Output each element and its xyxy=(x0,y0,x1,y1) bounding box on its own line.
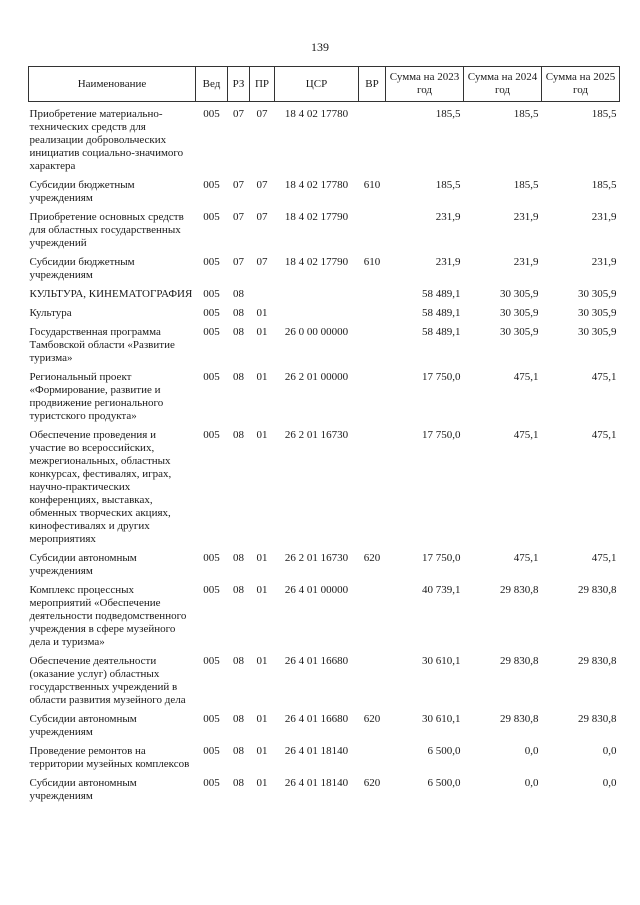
header-sum-2023: Сумма на 2023 год xyxy=(386,67,464,102)
cell-sum-2023: 17 750,0 xyxy=(422,429,461,441)
cell-name: Обеспечение деятельности (оказание услуг) областных государственных учреждений в области развития музейного дела xyxy=(29,655,186,706)
cell-sum-2024: 0,0 xyxy=(524,745,539,757)
cell-sum-2024: 475,1 xyxy=(513,429,539,441)
cell-vr xyxy=(359,578,386,649)
table-row xyxy=(29,250,620,282)
table-row xyxy=(29,365,620,423)
table-header xyxy=(29,67,620,102)
cell-rz: 07 xyxy=(233,211,244,223)
cell-vr xyxy=(359,282,386,301)
cell-ved: 005 xyxy=(203,307,220,319)
header-sum-2025: Сумма на 2025 год xyxy=(542,67,620,102)
cell-csr: 26 4 01 18140 xyxy=(284,777,349,789)
cell-pr: 01 xyxy=(256,552,268,564)
cell-sum-2024: 185,5 xyxy=(513,179,539,191)
cell-ved: 005 xyxy=(203,655,220,667)
cell-name: Комплекс процессных мероприятий «Обеспечение деятельности подведомственного учреждения в сфере музейного дела и туризма» xyxy=(29,584,187,648)
cell-csr xyxy=(275,301,359,320)
cell-name: Субсидии бюджетным учреждениям xyxy=(29,256,135,281)
cell-sum-2025: 30 305,9 xyxy=(578,288,617,300)
cell-csr: 26 4 01 16680 xyxy=(284,713,349,725)
cell-ved: 005 xyxy=(203,179,220,191)
header-vr: ВР xyxy=(359,67,386,102)
cell-sum-2023: 185,5 xyxy=(435,179,461,191)
cell-vr xyxy=(359,301,386,320)
cell-sum-2025: 231,9 xyxy=(591,256,617,268)
cell-sum-2025: 185,5 xyxy=(591,108,617,120)
cell-sum-2024: 475,1 xyxy=(513,371,539,383)
cell-rz: 08 xyxy=(233,745,244,757)
cell-csr xyxy=(275,282,359,301)
table-row xyxy=(29,320,620,365)
cell-csr: 18 4 02 17790 xyxy=(284,256,349,268)
cell-rz: 08 xyxy=(233,777,244,789)
cell-name: Региональный проект «Формирование, развитие и продвижение регионального туристского продукта» xyxy=(29,371,164,422)
cell-csr: 26 2 01 16730 xyxy=(284,552,349,564)
cell-vr: 610 xyxy=(363,179,381,191)
cell-csr: 26 4 01 18140 xyxy=(284,745,349,757)
cell-sum-2023: 58 489,1 xyxy=(422,307,461,319)
cell-vr xyxy=(359,205,386,250)
page-number: 139 xyxy=(311,40,329,54)
cell-pr xyxy=(250,282,275,301)
header-ved: Вед xyxy=(196,67,228,102)
cell-pr: 07 xyxy=(256,211,268,223)
cell-sum-2024: 30 305,9 xyxy=(500,288,539,300)
cell-name: Приобретение материально-технических средств для реализации добровольческих инициатив социально-значимого характера xyxy=(29,108,184,172)
cell-rz: 08 xyxy=(233,429,244,441)
cell-name: Субсидии автономным учреждениям xyxy=(29,713,137,738)
cell-sum-2023: 30 610,1 xyxy=(422,655,461,667)
cell-pr: 01 xyxy=(256,429,268,441)
cell-rz: 08 xyxy=(233,371,244,383)
cell-name: Проведение ремонтов на территории музейных комплексов xyxy=(29,745,190,770)
cell-ved: 005 xyxy=(203,108,220,120)
table-row xyxy=(29,546,620,578)
cell-vr xyxy=(359,320,386,365)
cell-sum-2024: 185,5 xyxy=(513,108,539,120)
cell-ved: 005 xyxy=(203,777,220,789)
cell-name: Субсидии бюджетным учреждениям xyxy=(29,179,135,204)
cell-pr: 07 xyxy=(256,256,268,268)
cell-sum-2024: 29 830,8 xyxy=(500,584,539,596)
cell-sum-2023: 58 489,1 xyxy=(422,326,461,338)
cell-vr xyxy=(359,649,386,707)
cell-rz: 07 xyxy=(233,179,244,191)
cell-vr: 620 xyxy=(363,777,381,789)
table-row xyxy=(29,423,620,546)
cell-sum-2025: 29 830,8 xyxy=(578,584,617,596)
cell-ved: 005 xyxy=(203,371,220,383)
cell-vr xyxy=(359,423,386,546)
cell-csr: 26 4 01 00000 xyxy=(284,584,349,596)
cell-sum-2024: 231,9 xyxy=(513,211,539,223)
cell-sum-2025: 30 305,9 xyxy=(578,326,617,338)
cell-name: Государственная программа Тамбовской области «Развитие туризма» xyxy=(29,326,175,364)
cell-ved: 005 xyxy=(203,256,220,268)
cell-csr: 18 4 02 17790 xyxy=(284,211,349,223)
cell-sum-2023: 58 489,1 xyxy=(422,288,461,300)
cell-pr: 01 xyxy=(256,326,268,338)
cell-vr xyxy=(359,739,386,771)
cell-rz: 08 xyxy=(233,655,244,667)
header-name: Наименование xyxy=(29,67,196,102)
budget-table xyxy=(28,66,620,803)
cell-pr: 07 xyxy=(256,179,268,191)
cell-csr: 26 2 01 00000 xyxy=(284,371,349,383)
cell-csr: 26 4 01 16680 xyxy=(284,655,349,667)
cell-sum-2025: 475,1 xyxy=(591,429,617,441)
cell-sum-2023: 185,5 xyxy=(435,108,461,120)
cell-ved: 005 xyxy=(203,429,220,441)
cell-pr: 01 xyxy=(256,777,268,789)
cell-csr: 26 0 00 00000 xyxy=(284,326,349,338)
table-row xyxy=(29,205,620,250)
table-row xyxy=(29,173,620,205)
cell-rz: 08 xyxy=(233,326,244,338)
cell-rz: 08 xyxy=(233,584,244,596)
cell-sum-2023: 17 750,0 xyxy=(422,371,461,383)
cell-pr: 01 xyxy=(256,371,268,383)
cell-ved: 005 xyxy=(203,745,220,757)
cell-rz: 08 xyxy=(233,288,244,300)
cell-sum-2024: 475,1 xyxy=(513,552,539,564)
cell-vr xyxy=(359,365,386,423)
table-row xyxy=(29,739,620,771)
cell-ved: 005 xyxy=(203,552,220,564)
header-csr: ЦСР xyxy=(275,67,359,102)
cell-pr: 01 xyxy=(256,307,268,319)
cell-sum-2025: 475,1 xyxy=(591,371,617,383)
cell-sum-2025: 0,0 xyxy=(602,745,617,757)
cell-ved: 005 xyxy=(203,211,220,223)
table-row xyxy=(29,771,620,803)
table-row xyxy=(29,102,620,174)
cell-sum-2023: 231,9 xyxy=(435,256,461,268)
cell-name: Субсидии автономным учреждениям xyxy=(29,777,137,802)
table-row xyxy=(29,282,620,301)
cell-ved: 005 xyxy=(203,326,220,338)
cell-sum-2025: 185,5 xyxy=(591,179,617,191)
cell-ved: 005 xyxy=(203,584,220,596)
cell-vr: 620 xyxy=(363,713,381,725)
cell-sum-2025: 475,1 xyxy=(591,552,617,564)
table-row xyxy=(29,707,620,739)
cell-ved: 005 xyxy=(203,288,220,300)
cell-csr: 18 4 02 17780 xyxy=(284,108,349,120)
cell-sum-2023: 40 739,1 xyxy=(422,584,461,596)
table-row xyxy=(29,649,620,707)
cell-sum-2025: 0,0 xyxy=(602,777,617,789)
cell-sum-2023: 17 750,0 xyxy=(422,552,461,564)
cell-sum-2024: 0,0 xyxy=(524,777,539,789)
cell-csr: 26 2 01 16730 xyxy=(284,429,349,441)
cell-sum-2025: 29 830,8 xyxy=(578,655,617,667)
cell-rz: 08 xyxy=(233,552,244,564)
cell-sum-2024: 30 305,9 xyxy=(500,326,539,338)
cell-sum-2023: 6 500,0 xyxy=(427,777,461,789)
cell-csr: 18 4 02 17780 xyxy=(284,179,349,191)
cell-name: Приобретение основных средств для областных государственных учреждений xyxy=(29,211,184,249)
cell-vr: 610 xyxy=(363,256,381,268)
cell-sum-2024: 29 830,8 xyxy=(500,713,539,725)
table-body xyxy=(29,102,620,804)
cell-name: Обеспечение проведения и участие во всероссийских, межрегиональных, областных конкурсах, фестивалях, играх, научно-практических конференциях, выставках, обменных творческих акциях, кинофестивалях и других мероприятиях xyxy=(29,429,172,545)
cell-pr: 01 xyxy=(256,655,268,667)
cell-name: КУЛЬТУРА, КИНЕМАТОГРАФИЯ xyxy=(29,288,193,300)
cell-sum-2025: 29 830,8 xyxy=(578,713,617,725)
cell-sum-2025: 30 305,9 xyxy=(578,307,617,319)
cell-rz: 07 xyxy=(233,256,244,268)
cell-pr: 01 xyxy=(256,713,268,725)
header-sum-2024: Сумма на 2024 год xyxy=(464,67,542,102)
cell-sum-2025: 231,9 xyxy=(591,211,617,223)
cell-rz: 08 xyxy=(233,307,244,319)
cell-sum-2024: 30 305,9 xyxy=(500,307,539,319)
table-row xyxy=(29,578,620,649)
header-pr: ПР xyxy=(250,67,275,102)
header-rz: РЗ xyxy=(228,67,250,102)
cell-rz: 08 xyxy=(233,713,244,725)
cell-rz: 07 xyxy=(233,108,244,120)
cell-sum-2023: 6 500,0 xyxy=(427,745,461,757)
cell-vr xyxy=(359,102,386,174)
cell-vr: 620 xyxy=(363,552,381,564)
cell-sum-2023: 231,9 xyxy=(435,211,461,223)
cell-pr: 07 xyxy=(256,108,268,120)
cell-ved: 005 xyxy=(203,713,220,725)
cell-name: Субсидии автономным учреждениям xyxy=(29,552,137,577)
cell-sum-2023: 30 610,1 xyxy=(422,713,461,725)
cell-sum-2024: 29 830,8 xyxy=(500,655,539,667)
cell-sum-2024: 231,9 xyxy=(513,256,539,268)
cell-pr: 01 xyxy=(256,584,268,596)
cell-name: Культура xyxy=(29,307,72,319)
table-row xyxy=(29,301,620,320)
cell-pr: 01 xyxy=(256,745,268,757)
